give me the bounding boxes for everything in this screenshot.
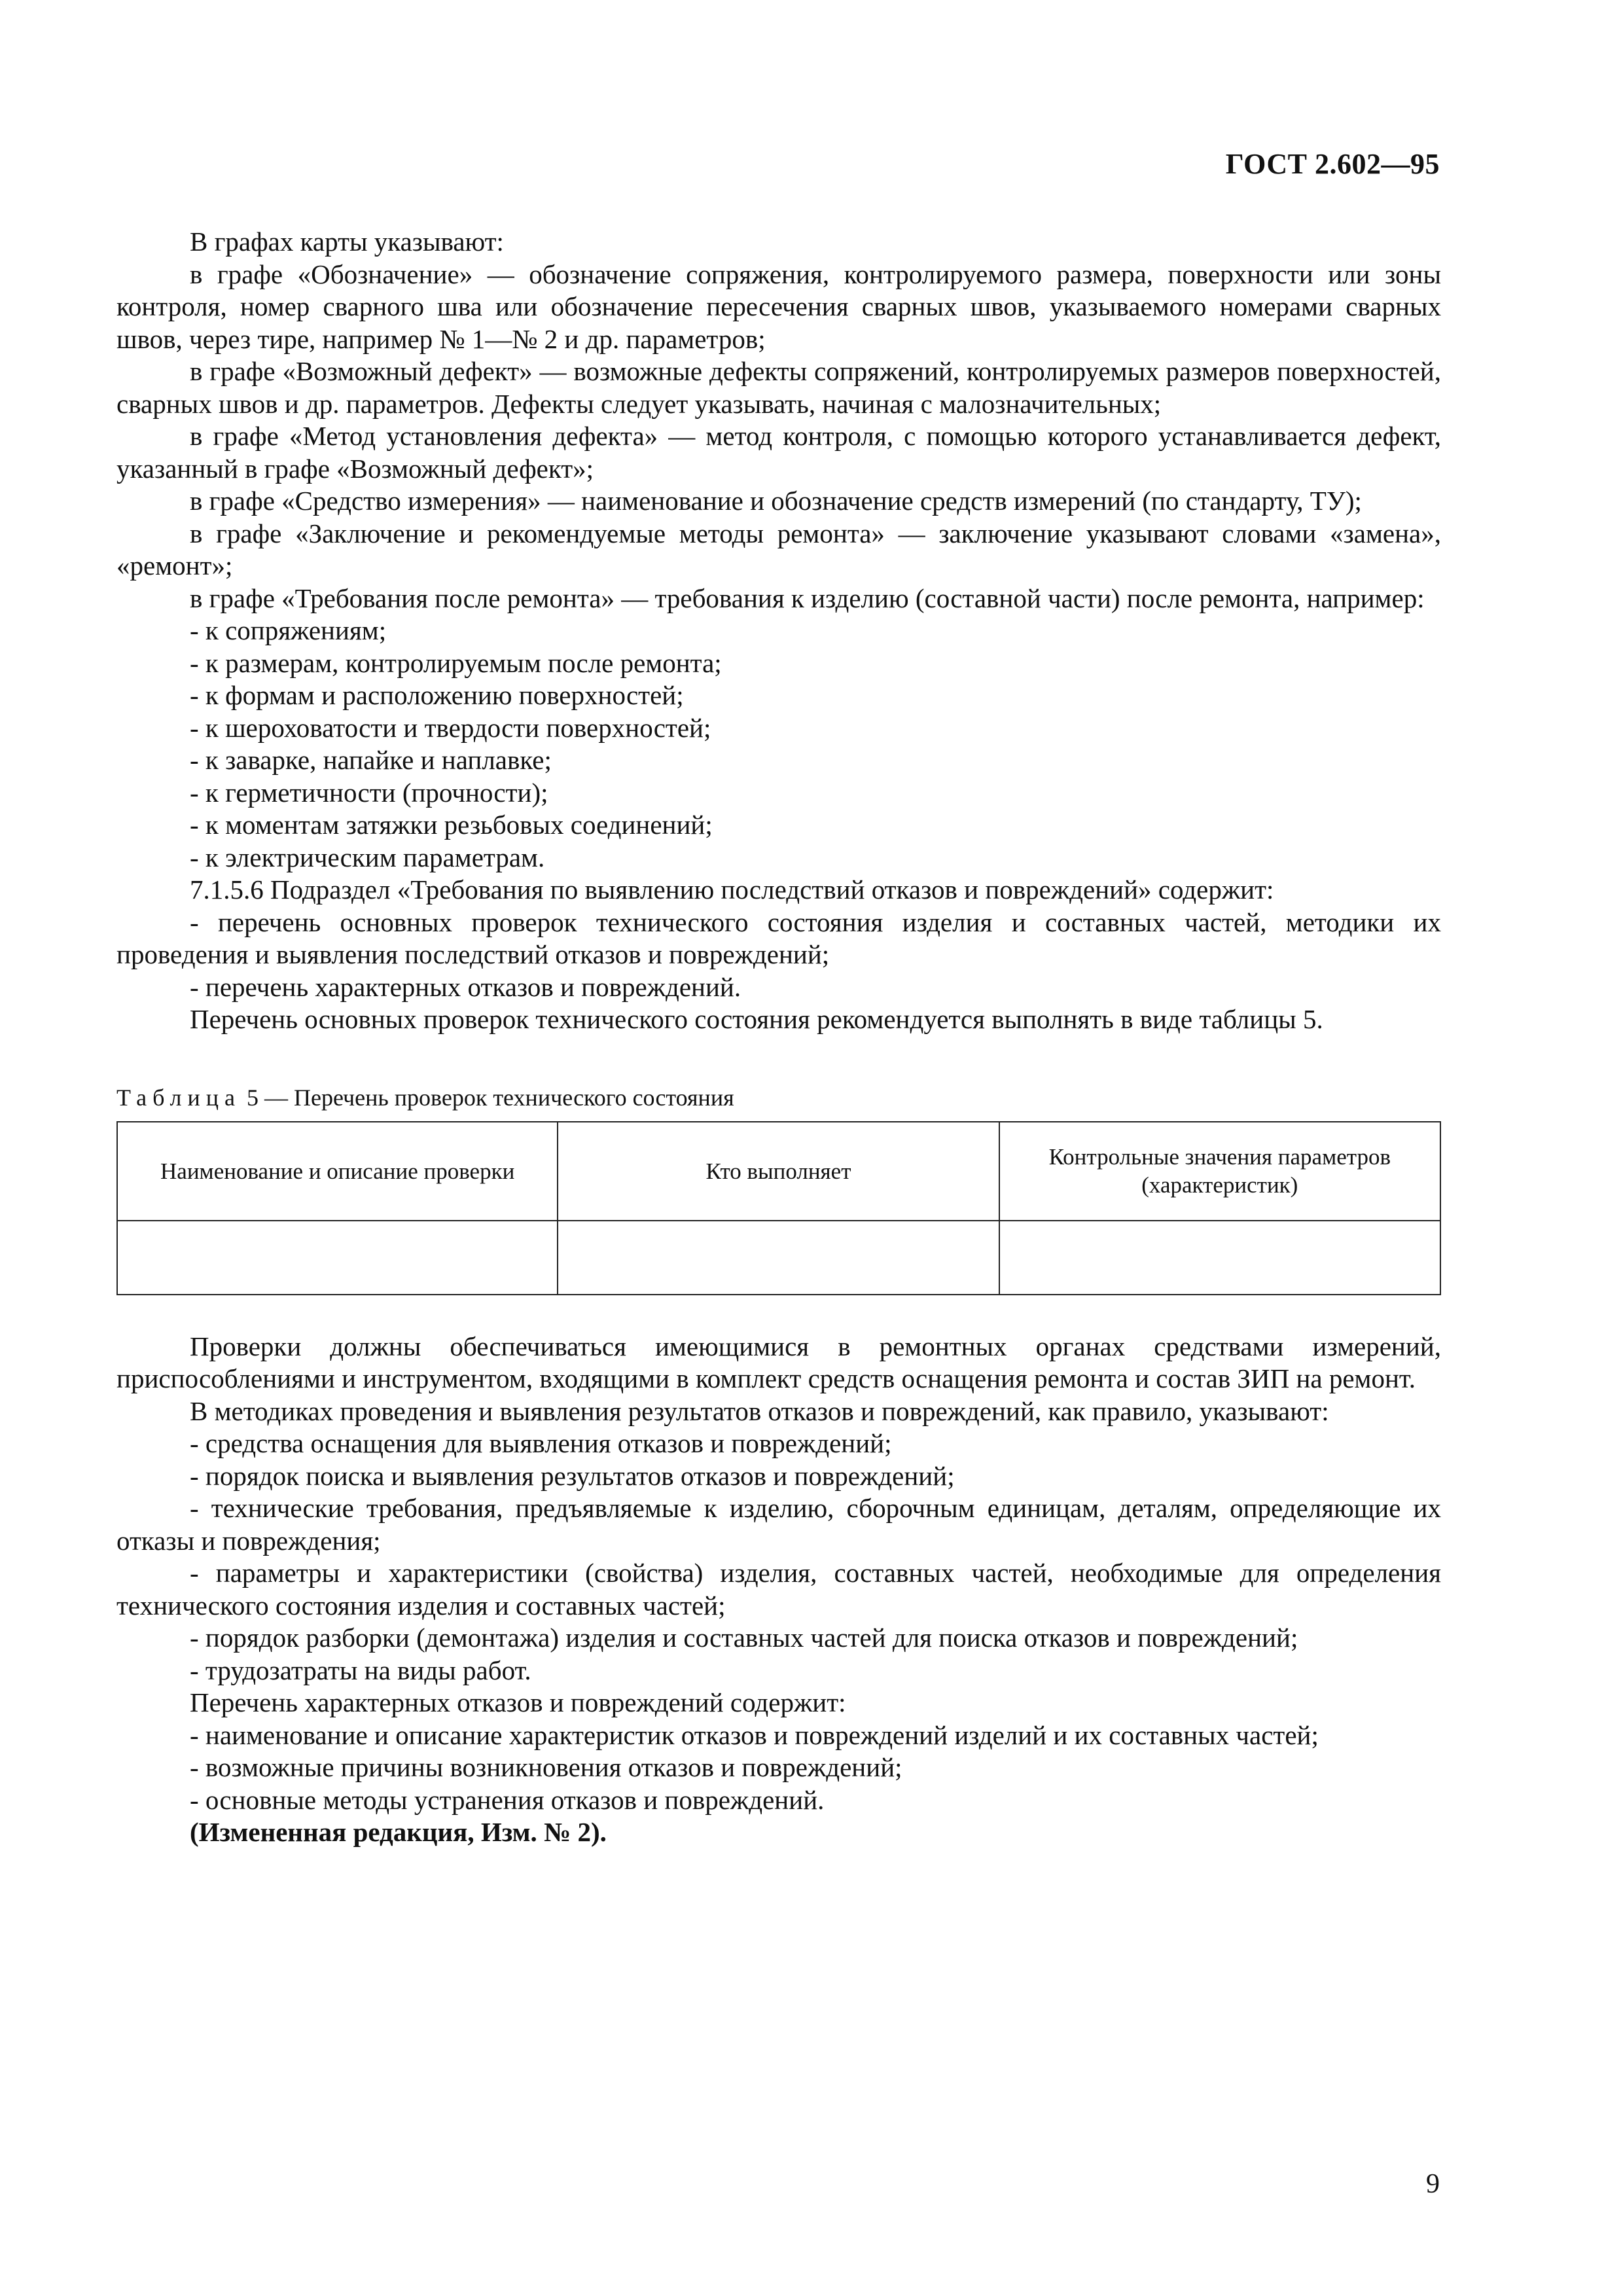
table-cell: [558, 1221, 999, 1295]
requirement-item: - к заварке, напайке и наплавке;: [190, 745, 552, 775]
graph-paragraph: в графе «Средство измерения» — наименование и обозначение средств измерений (по стандарту, ТУ);: [190, 486, 1362, 516]
table-row: [117, 1221, 1440, 1295]
methods-item: - порядок поиска и выявления результатов отказов и повреждений;: [190, 1460, 955, 1491]
methods-item: - трудозатраты на виды работ.: [190, 1655, 531, 1685]
table-header-row: [117, 1122, 1440, 1221]
table-intro-paragraph: Перечень основных проверок технического состояния рекомендуется выполнять в виде таблицы 5.: [190, 1004, 1323, 1034]
table-caption-text: 5 — Перечень проверок технического состояния: [246, 1084, 734, 1111]
standard-designation: ГОСТ 2.602—95: [1225, 148, 1440, 180]
requirement-item: - к сопряжениям;: [190, 615, 387, 645]
section-item: - перечень характерных отказов и повреждений.: [190, 971, 741, 1002]
page-body: [116, 226, 1441, 1849]
graph-paragraph: в графе «Обозначение» — обозначение сопряжения, контролируемого размера, поверхности или зоны контроля, номер сварного шва или обозначение пересечения сварных швов, указываемого номерами сварных швов, через тире, например № 1—№ 2 и др. параметров;: [116, 259, 1441, 354]
section-item: - перечень основных проверок технического состояния изделия и составных частей, методики их проведения и выявления последствий отказов и повреждений;: [116, 906, 1441, 969]
requirement-item: - к моментам затяжки резьбовых соединений;: [190, 810, 713, 840]
checks-paragraph: Проверки должны обеспечиваться имеющимися в ремонтных органах средствами измерений, приспособлениями и инструментом, входящими в комплект средств оснащения ремонта и состав ЗИП на ремонт.: [116, 1331, 1441, 1393]
graph-paragraph: в графе «Заключение и рекомендуемые методы ремонта» — заключение указывают словами «замена», «ремонт»;: [116, 518, 1441, 581]
failures-item: - возможные причины возникновения отказов и повреждений;: [190, 1752, 902, 1782]
requirement-item: - к электрическим параметрам.: [190, 842, 545, 872]
table-header-cell: Наименование и описание проверки: [117, 1122, 558, 1221]
methods-item: - средства оснащения для выявления отказов и повреждений;: [190, 1428, 892, 1458]
table-caption-word: Таблица: [116, 1084, 241, 1111]
checks-table: [116, 1121, 1441, 1295]
methods-intro: В методиках проведения и выявления результатов отказов и повреждений, как правило, указывают:: [190, 1395, 1329, 1426]
failures-intro: Перечень характерных отказов и повреждений содержит:: [190, 1687, 846, 1717]
requirement-item: - к шероховатости и твердости поверхностей;: [190, 712, 711, 743]
table-header-cell: Контрольные значения параметров (характеристик): [999, 1122, 1440, 1221]
requirement-item: - к герметичности (прочности);: [190, 777, 548, 808]
intro-paragraph: В графах карты указывают:: [190, 226, 504, 257]
table-cell: [999, 1221, 1440, 1295]
section-heading: 7.1.5.6 Подраздел «Требования по выявлению последствий отказов и повреждений» содержит:: [190, 874, 1274, 905]
graph-paragraph: в графе «Требования после ремонта» — требования к изделию (составной части) после ремонта, например:: [190, 583, 1425, 613]
graph-paragraph: в графе «Возможный дефект» — возможные дефекты сопряжений, контролируемых размеров поверхностей, сварных швов и др. параметров. Дефекты следует указывать, начиная с малозначительных;: [116, 356, 1441, 419]
page-number: 9: [1426, 2169, 1440, 2199]
graph-paragraph: в графе «Метод установления дефекта» — метод контроля, с помощью которого устанавливается дефект, указанный в графе «Возможный дефект»;: [116, 421, 1441, 484]
failures-item: - основные методы устранения отказов и повреждений.: [190, 1784, 825, 1815]
amendment-note: (Измененная редакция, Изм. № 2).: [190, 1817, 607, 1847]
methods-item: - технические требования, предъявляемые к изделию, сборочным единицам, деталям, определяющие их отказы и повреждения;: [116, 1493, 1441, 1556]
requirement-item: - к формам и расположению поверхностей;: [190, 680, 684, 710]
failures-item: - наименование и описание характеристик отказов и повреждений изделий и их составных частей;: [190, 1719, 1319, 1750]
requirement-item: - к размерам, контролируемым после ремонта;: [190, 647, 722, 678]
table-header-cell: Кто выполняет: [558, 1122, 999, 1221]
methods-item: - порядок разборки (демонтажа) изделия и составных частей для поиска отказов и повреждений;: [190, 1623, 1298, 1653]
table-cell: [117, 1221, 558, 1295]
methods-item: - параметры и характеристики (свойства) изделия, составных частей, необходимые для определения технического состояния изделия и составных частей;: [116, 1558, 1441, 1621]
table-caption: [116, 1083, 1441, 1112]
